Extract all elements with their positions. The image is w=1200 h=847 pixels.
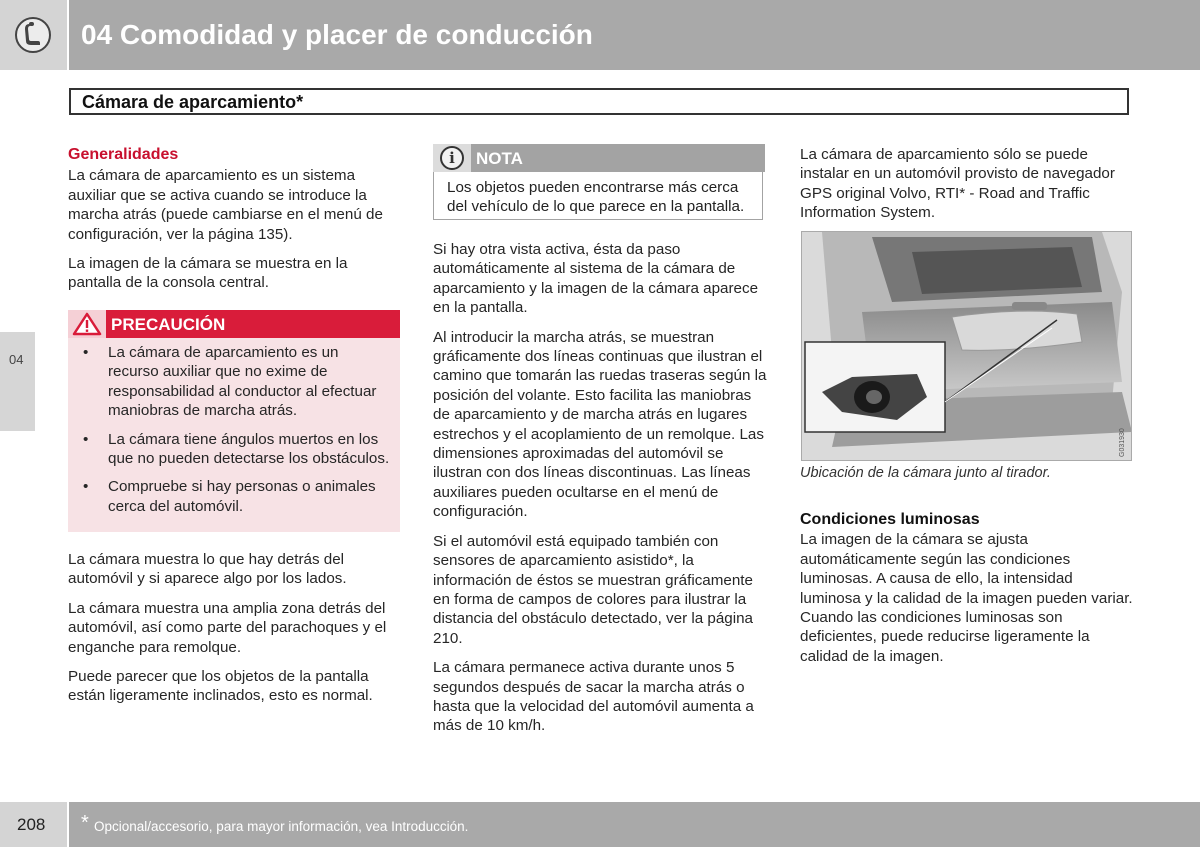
paragraph: La cámara de aparcamiento sólo se puede instalar en un automóvil provisto de navegador GPS original Volvo, RTI* - Road and Traffic Information System. (800, 146, 1115, 222)
list-item-text: La cámara de aparcamiento es un recurso auxiliar que no exime de responsabilidad al conductor al efectuar maniobras de marcha atrás. (108, 344, 377, 420)
paragraph: Si hay otra vista activa, ésta da paso automáticamente al sistema de la cámara de aparcamiento y la imagen de la cámara aparece en la pantalla. (433, 241, 759, 317)
bullet: • (83, 478, 89, 496)
list-item-text: Compruebe si hay personas o animales cerca del automóvil. (108, 478, 376, 515)
page-number: 208 (17, 815, 46, 834)
warning-box (68, 310, 400, 532)
footnote-star: * (81, 812, 89, 834)
section-title-box (69, 88, 1129, 115)
column-1 (68, 145, 402, 303)
paragraph: Puede parecer que los objetos de la pantalla están ligeramente inclinados, esto es normal. (68, 668, 373, 705)
footnote-text: Opcional/accesorio, para mayor información, vea Introducción. (94, 819, 469, 834)
list-item (68, 477, 393, 516)
paragraph: La cámara muestra una amplia zona detrás del automóvil, así como parte del parachoques y el enganche para remolque. (68, 599, 387, 656)
paragraph: La cámara muestra lo que hay detrás del automóvil y si aparece algo por los lados. (68, 551, 347, 588)
warning-triangle-icon (72, 312, 102, 336)
bullet: • (83, 344, 89, 361)
warning-list (68, 343, 393, 525)
note-title: NOTA (476, 149, 523, 168)
seat-icon (15, 17, 51, 53)
info-icon: i (440, 146, 464, 170)
heading-condiciones-luminosas: Condiciones luminosas (800, 511, 980, 528)
warning-icon-box (68, 310, 106, 338)
column-3 (800, 145, 1134, 233)
note-icon-box (433, 144, 471, 172)
note-box (433, 144, 765, 221)
paragraph: La cámara permanece activa durante unos 5 segundos después de sacar la marcha atrás o hasta que la velocidad del automóvil aumenta a más de 10 km/h. (433, 659, 754, 735)
side-tab-label: 04 (9, 352, 24, 367)
column-1-lower (68, 550, 402, 716)
chapter-icon-box (0, 0, 67, 70)
heading-generalidades: Generalidades (68, 146, 179, 163)
paragraph: La imagen de la cámara se ajusta automáticamente según las condiciones luminosas. A causa de ello, la intensidad luminosa y la calidad de la imagen pueden variar. Cuando las condiciones luminosas son deficientes, puede reducirse ligeramente la calidad de la imagen. (800, 531, 1133, 665)
list-item-text: La cámara tiene ángulos muertos en los que no pueden detectarse los obstáculos. (108, 430, 390, 468)
page-number-box (0, 802, 67, 847)
camera-location-photo (801, 231, 1132, 461)
header-bar (69, 0, 1200, 70)
chapter-title: 04 Comodidad y placer de conducción (81, 19, 593, 50)
figure-caption: Ubicación de la cámara junto al tirador. (800, 465, 1051, 481)
warning-header (68, 310, 400, 338)
note-header (433, 144, 765, 172)
paragraph: Si el automóvil está equipado también con sensores de aparcamiento asistido*, la información de éstos se muestran gráficamente en forma de campos de colores para ilustrar la distancia del obstáculo detectado, ver la página 210. (433, 532, 753, 647)
car-rear-illustration (802, 232, 1132, 461)
paragraph: Al introducir la marcha atrás, se muestran gráficamente dos líneas continuas que ilustran el camino que tomarán las ruedas traseras según la posición del volante. Esto facilita las maniobras de aparcamiento y de marcha atrás en lugares estrechos y el acoplamiento de un remolque. Las dimensiones aproximadas del automóvil se ilustran con dos líneas discontinuas. Las líneas auxiliares pueden ocultarse en el menú de configuración. (433, 328, 767, 521)
note-text: Los objetos pueden encontrarse más cerca del vehículo de lo que parece en la pantalla. (433, 172, 763, 220)
chapter-side-tab (0, 332, 35, 431)
warning-title: PRECAUCIÓN (111, 315, 226, 334)
paragraph: La cámara de aparcamiento es un sistema auxiliar que se activa cuando se introduce la marcha atrás (puede cambiarse en el menú de configuración, ver la página 135). (68, 167, 383, 243)
footer-bar (69, 802, 1200, 847)
list-item (68, 430, 393, 469)
figure-code: G031930 (1119, 428, 1126, 457)
column-3-lower (800, 510, 1134, 676)
bullet: • (83, 430, 89, 448)
column-2 (433, 240, 769, 746)
paragraph: La imagen de la cámara se muestra en la pantalla de la consola central. (68, 255, 348, 292)
list-item (68, 343, 393, 421)
section-title: Cámara de aparcamiento* (82, 92, 304, 112)
